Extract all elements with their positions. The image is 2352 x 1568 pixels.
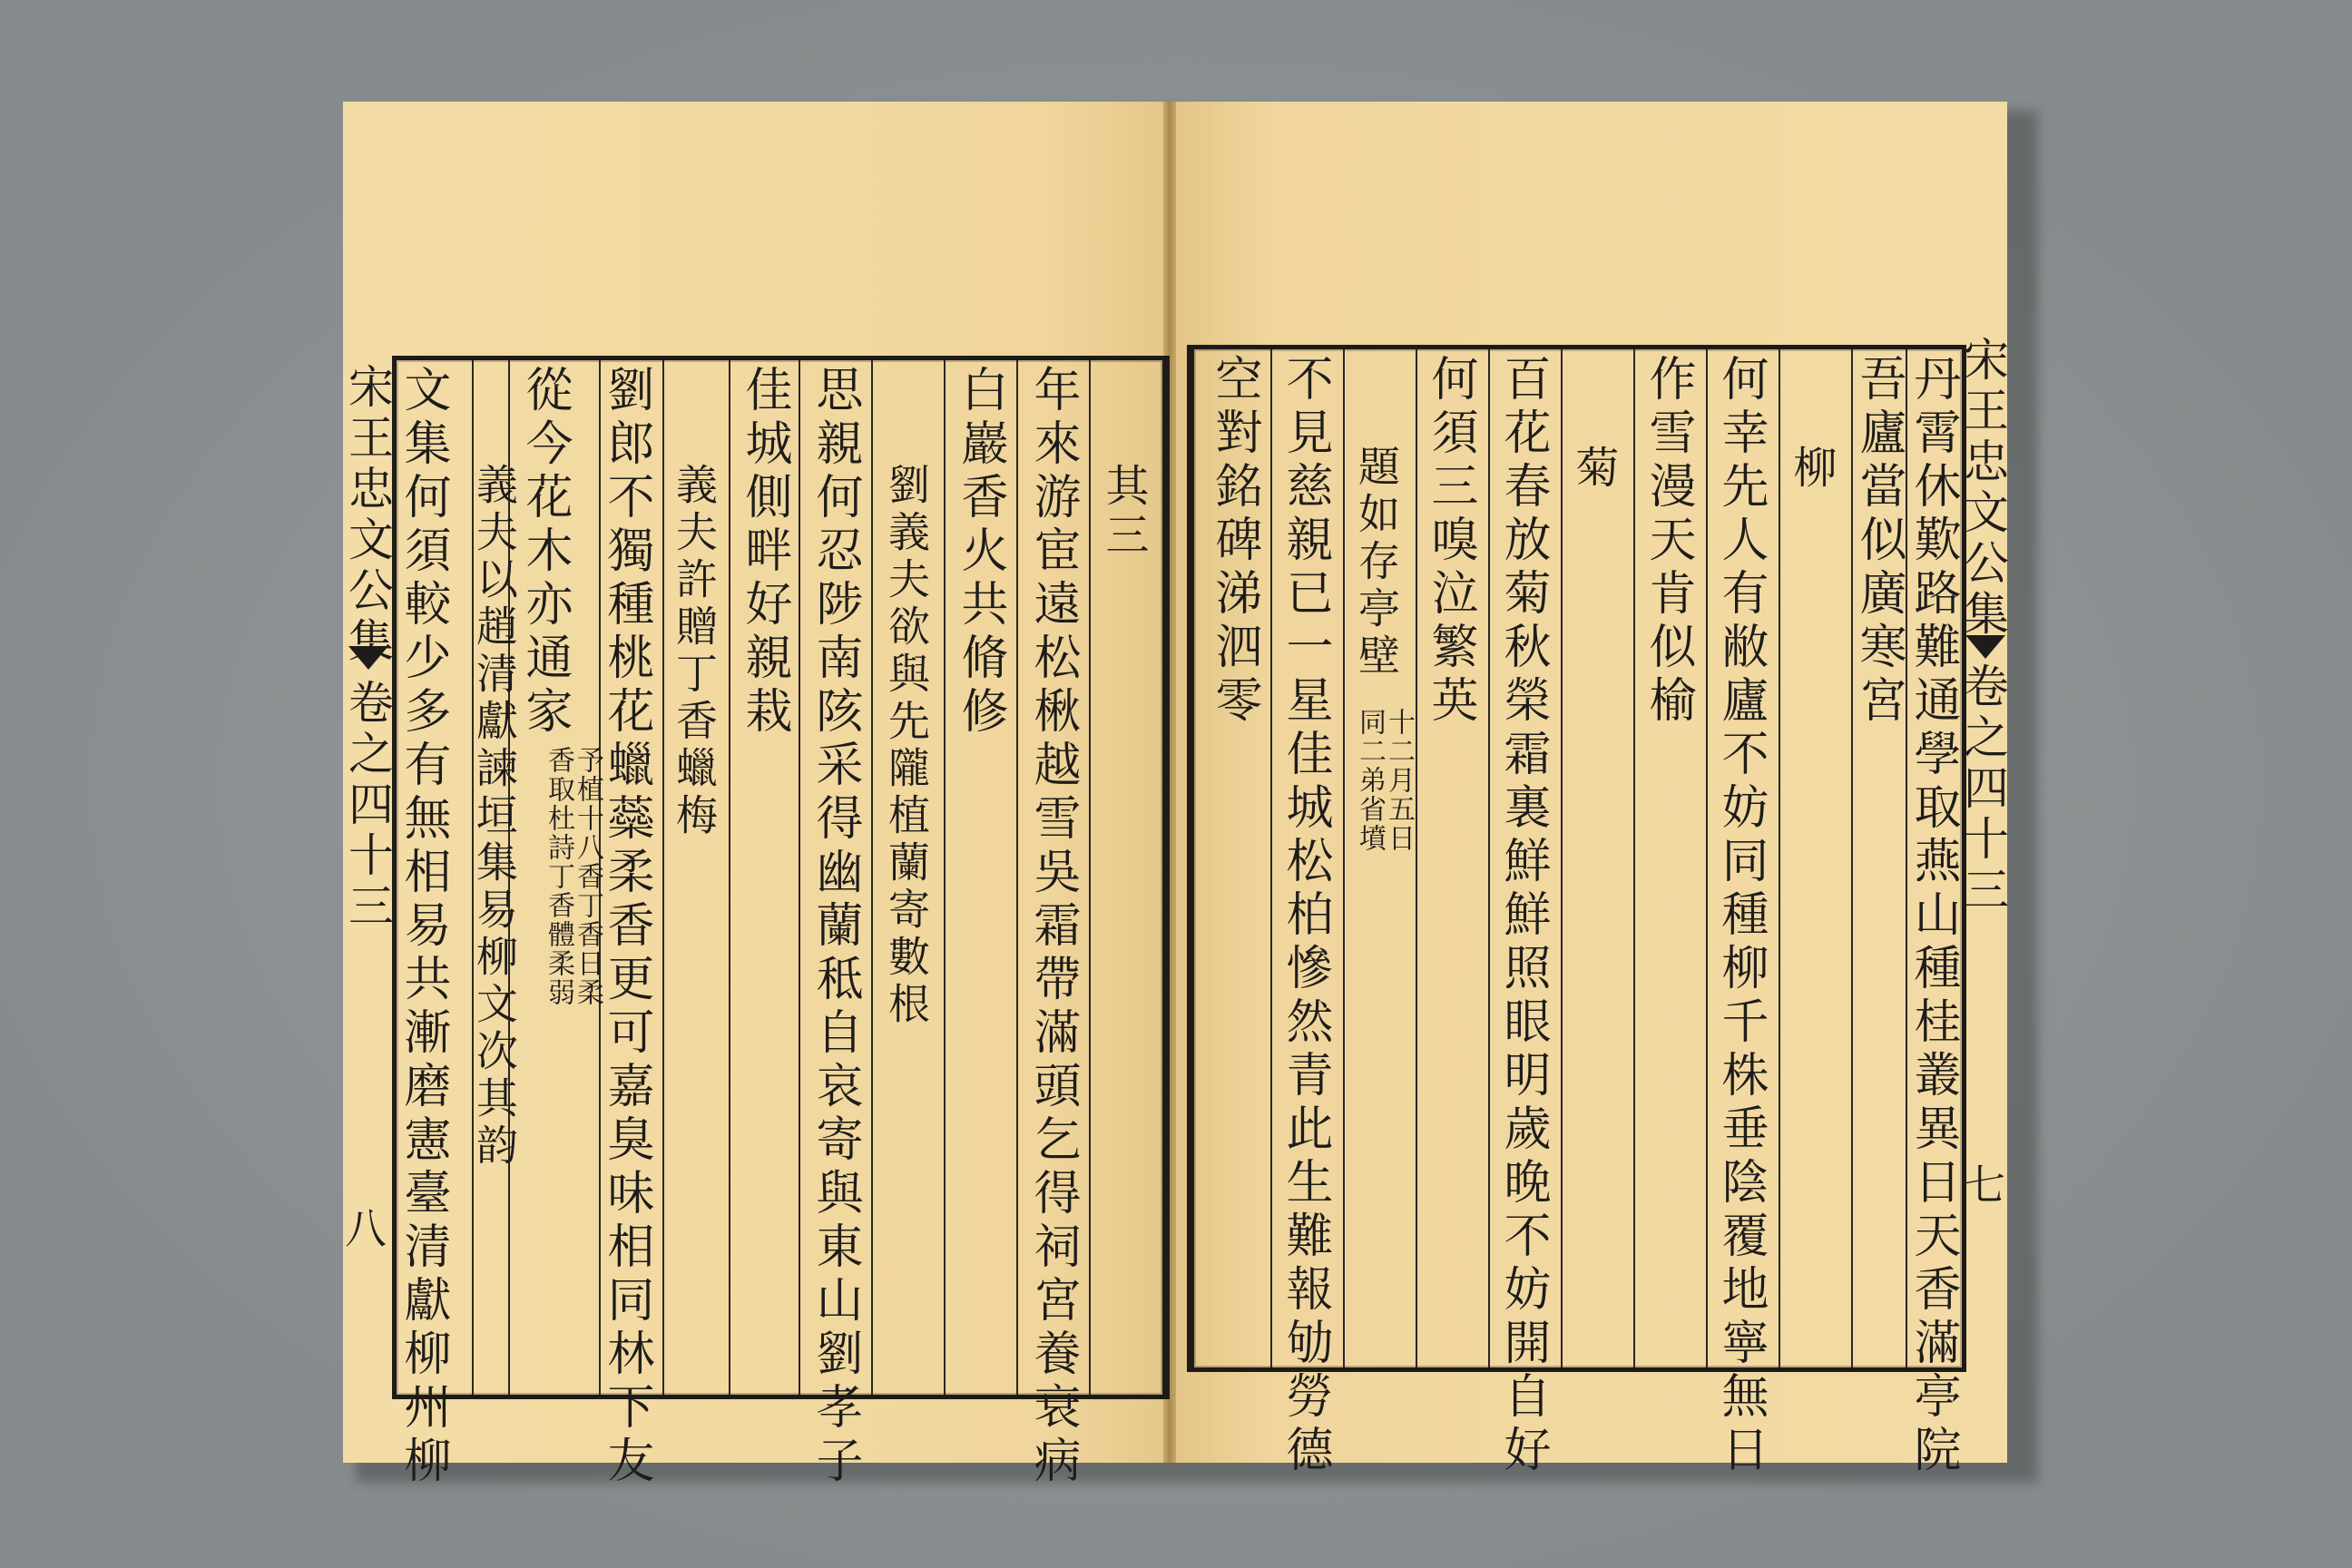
- left-margin-title: 宋王忠文公集: [341, 363, 394, 668]
- text-column: 作雪漫天肯似榆: [1641, 354, 1695, 729]
- text-column: 何幸先人有敝廬不妨同種柳千株垂陰覆地寧無日: [1713, 354, 1768, 1478]
- column-rule: [1089, 360, 1091, 1395]
- annotation-column: 予植十八香丁香日柔: [572, 746, 603, 1007]
- text-column: 從今花木亦通家: [517, 365, 572, 740]
- column-rule: [729, 360, 730, 1395]
- column-rule: [1016, 360, 1018, 1395]
- annotation-column: 十二月五日: [1383, 708, 1415, 853]
- annotation-column: 香取杜詩丁香體柔弱: [543, 746, 574, 1007]
- column-rule: [1270, 349, 1272, 1367]
- left-margin-volume: 卷之四十三: [341, 679, 394, 933]
- column-rule: [1488, 349, 1490, 1367]
- poem-title: 菊: [1568, 445, 1619, 494]
- left-margin-page: 八: [345, 1204, 387, 1253]
- text-column: 不見慈親已一星佳城松柏慘然青此生難報劬勞德: [1278, 354, 1332, 1478]
- text-column: 思親何忍陟南陔采得幽蘭秪自哀寄與東山劉孝子: [808, 365, 862, 1489]
- poem-title: 義夫以趙清獻諫垣集易柳文次其韵: [470, 463, 519, 1171]
- text-column: 丹霄休歎路難通學取燕山種桂叢異日天香滿亭院: [1906, 354, 1960, 1478]
- poem-title: 柳: [1786, 445, 1837, 494]
- annotation-column: 同二弟省墳: [1354, 708, 1386, 853]
- text-column: 空對銘碑涕泗零: [1207, 354, 1261, 729]
- column-rule: [1343, 349, 1345, 1367]
- text-column: 吾廬當似廣寒宮: [1851, 354, 1906, 729]
- fish-tail-mark: [348, 646, 388, 670]
- poem-title: 其三: [1098, 463, 1149, 561]
- poem-title: 題如存亭壁: [1352, 445, 1401, 681]
- column-rule: [1633, 349, 1635, 1367]
- text-column: 何須三嗅泣繁英: [1423, 354, 1477, 729]
- column-rule: [1416, 349, 1417, 1367]
- fish-tail-mark: [1965, 635, 2005, 659]
- right-margin-title: 宋王忠文公集: [1956, 336, 2009, 641]
- column-rule: [662, 360, 664, 1395]
- column-rule: [871, 360, 873, 1395]
- text-column: 文集何須較少多有無相易共漸磨憲臺清獻柳州柳: [396, 365, 450, 1489]
- column-rule: [799, 360, 800, 1395]
- text-column: 百花春放菊秋榮霜裏鮮鮮照眼明歲晚不妨開自好: [1495, 354, 1550, 1478]
- right-margin-page: 七: [1964, 1161, 2005, 1210]
- text-column: 白巖香火共脩修: [953, 365, 1007, 740]
- column-rule: [1779, 349, 1780, 1367]
- poem-title: 義夫許贈丁香蠟梅: [670, 463, 719, 840]
- text-column: 年來游宦遠松楸越雪吳霜帶滿頭乞得祠宮養衰病: [1025, 365, 1080, 1489]
- column-rule: [944, 360, 946, 1395]
- text-column: 佳城側畔好親栽: [737, 365, 791, 740]
- right-margin-volume: 卷之四十三: [1956, 662, 2009, 916]
- poem-title: 劉義夫欲與先隴植蘭寄數根: [882, 463, 931, 1029]
- column-rule: [1706, 349, 1708, 1367]
- column-rule: [1561, 349, 1563, 1367]
- text-column: 劉郎不獨種桃花蠟蘂柔香更可嘉臭味相同林下友: [599, 365, 653, 1489]
